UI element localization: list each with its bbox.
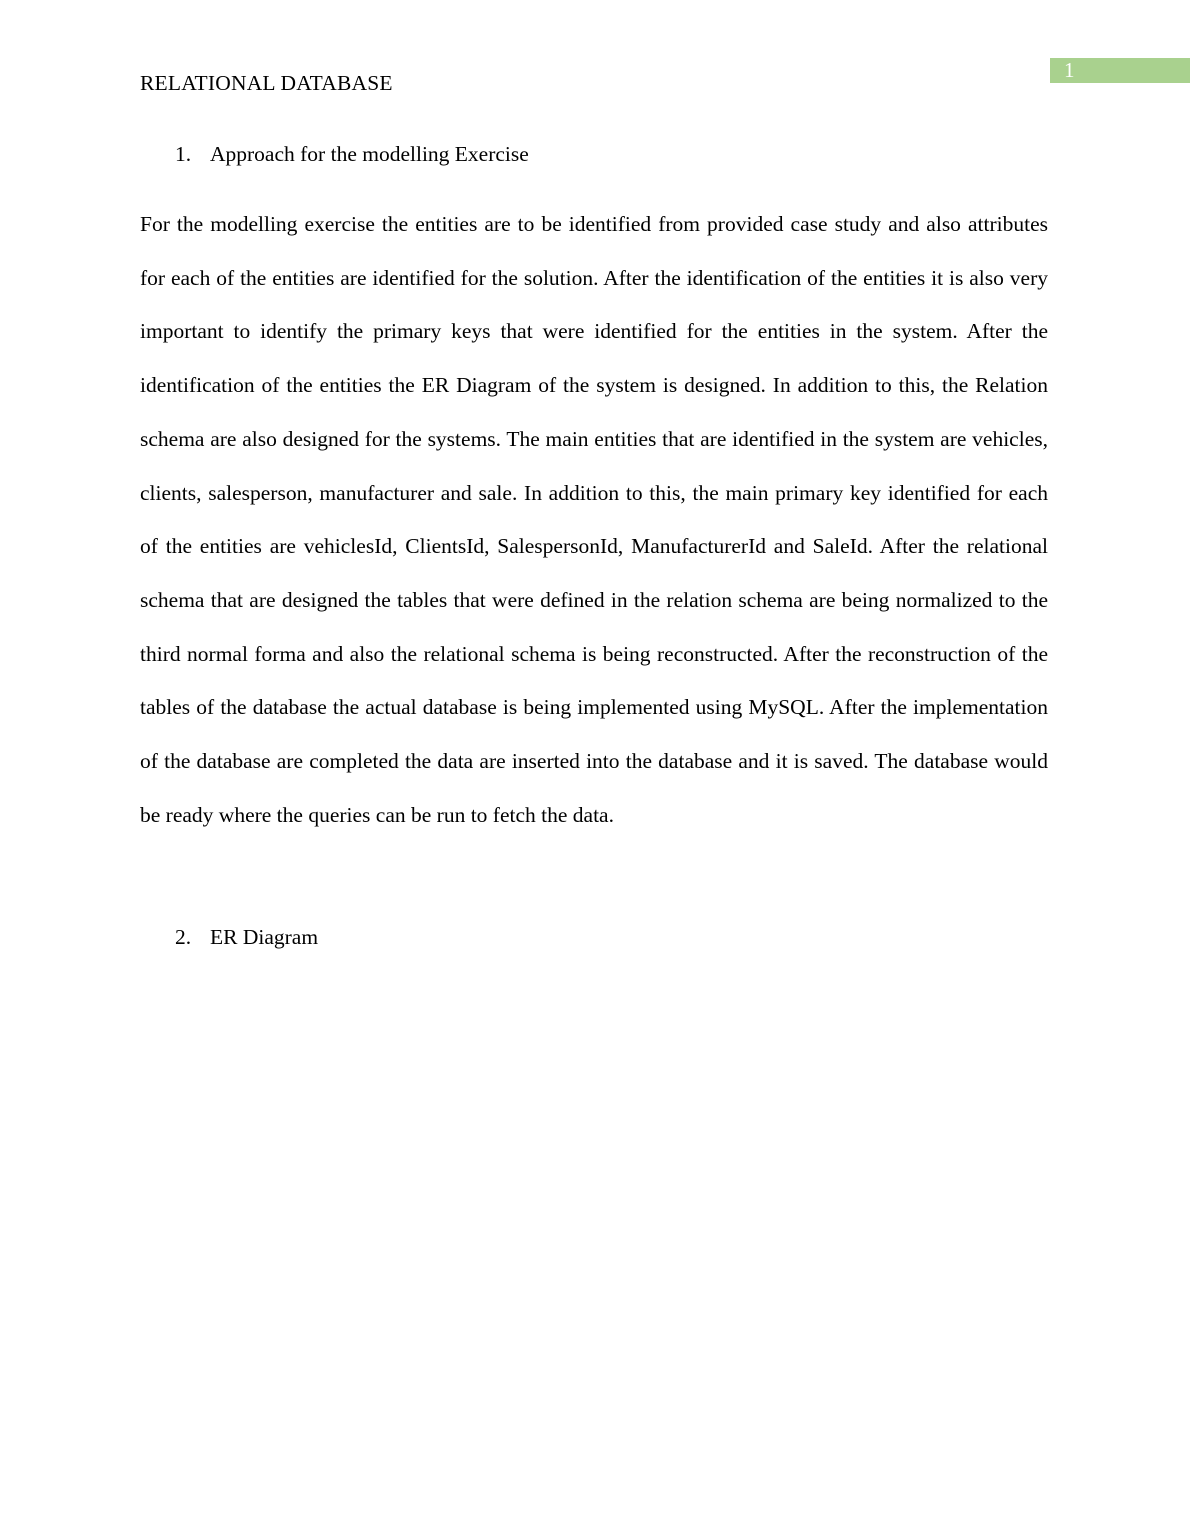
section-title: Approach for the modelling Exercise (210, 142, 529, 166)
page-number-bar (1050, 58, 1190, 83)
page-number: 1 (1064, 58, 1075, 82)
running-head: RELATIONAL DATABASE (140, 71, 393, 95)
section-title: ER Diagram (210, 925, 319, 949)
section-number: 2. (175, 925, 192, 949)
section-heading-er-diagram (175, 922, 318, 952)
section-heading-approach (175, 139, 529, 169)
body-paragraph: For the modelling exercise the entities are to be identified from provided case study and also attributes for each of the entities are identified for the solution. After the identification of the entities it is also very important to identify the primary keys that were identified for the entities in the system. After the identification of the entities the ER Diagram of the system is designed. In addition to this, the Relation schema are also designed for the systems. The main entities that are identified in the system are vehicles, clients, salesperson, manufacturer and sale. In addition to this, the main primary key identified for each of the entities are vehiclesId, ClientsId, SalespersonId, ManufacturerId and SaleId. After the relational schema that are designed the tables that were defined in the relation schema are being normalized to the third normal forma and also the relational schema is being reconstructed. After the reconstruction of the tables of the database the actual database is being implemented using MySQL. After the implementation of the database are completed the data are inserted into the database and it is saved. The database would be ready where the queries can be run to fetch the data. (140, 212, 1048, 827)
section-number: 1. (175, 142, 192, 166)
